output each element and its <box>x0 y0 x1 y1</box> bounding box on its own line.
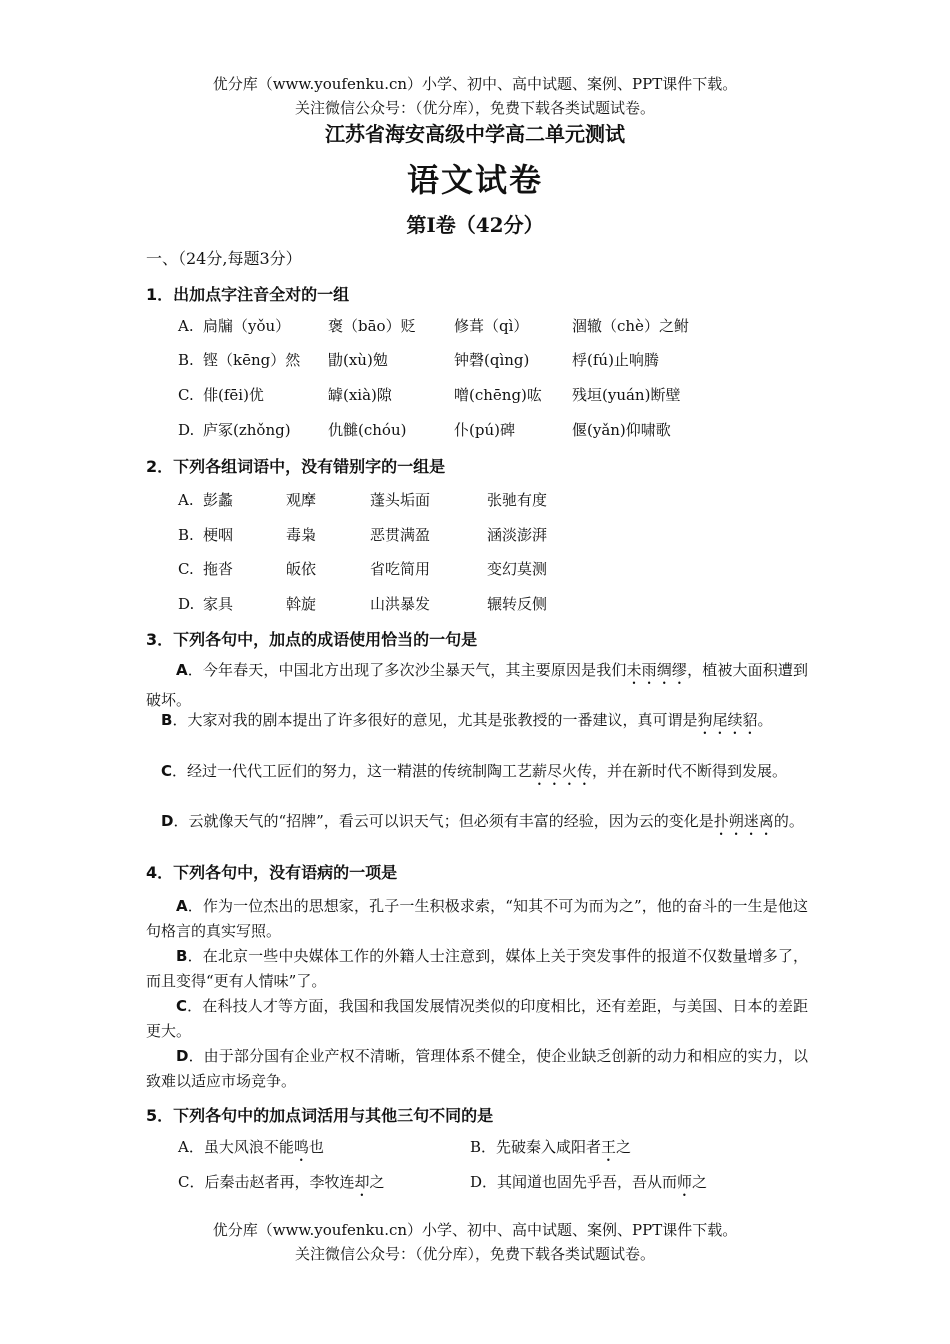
option-item: 观摩 <box>286 491 317 509</box>
option-text: ，植被大面积遭到破坏。 <box>146 661 808 709</box>
option-item: 噌(chēng)吰 <box>454 386 542 404</box>
q5-title: 5．下列各句中的加点词活用与其他三句不同的是 <box>146 1106 494 1125</box>
option-item: 罅(xià)隙 <box>328 386 392 404</box>
option-item: 斡旋 <box>286 595 317 613</box>
option-item: 涸辙（chè）之鲋 <box>572 317 689 335</box>
option-item: 仇雠(chóu) <box>328 421 407 439</box>
option-text: 的。 <box>773 812 804 830</box>
dotted-idiom: 未雨绸缪 <box>626 661 688 679</box>
option-item: 勖(xù)勉 <box>328 351 388 369</box>
q2-title: 2．下列各组词语中，没有错别字的一组是 <box>146 457 446 476</box>
part-title: 第Ⅰ卷（42分） <box>406 213 544 237</box>
option-letter: D. <box>178 595 195 613</box>
option-item: 皈依 <box>286 560 317 578</box>
option-letter: B. <box>178 526 194 544</box>
option-text: ．大家对我的剧本提出了许多很好的意见，尤其是张教授的一番建议，真可谓是 <box>172 711 698 729</box>
option-letter: C <box>161 762 173 780</box>
option-text: ．在北京一些中央媒体工作的外籍人士注意到，媒体上关于突发事件的报道不仅数量增多了，而且变得“更有人情味”了。 <box>146 947 808 990</box>
section-heading: 一、（24分,每题3分） <box>146 249 302 268</box>
option-item: 省吃简用 <box>370 560 431 578</box>
option-item: 家具 <box>203 595 234 613</box>
header-line-1: 优分库（www.youfenku.cn）小学、初中、高中试题、案例、PPT课件下载。 <box>212 75 738 93</box>
header-line-2: 关注微信公众号：（优分库），免费下载各类试题试卷。 <box>294 99 655 117</box>
dotted-idiom: 狗尾续貂 <box>697 711 758 729</box>
q5-option-a <box>178 1135 324 1165</box>
q1-title: 1．出加点字注音全对的一组 <box>146 285 350 304</box>
option-letter: C. <box>178 386 194 404</box>
option-letter: C <box>176 997 188 1015</box>
option-text: ．作为一位杰出的思想家，孔子一生积极求索，“知其不可为而为之”，他的奋斗的一生是他这句格言的真实写照。 <box>146 897 808 940</box>
option-letter: A <box>176 897 188 915</box>
school-title: 江苏省海安高级中学高二单元测试 <box>325 122 625 146</box>
option-letter: A. <box>178 317 194 335</box>
footer-line-1: 优分库（www.youfenku.cn）小学、初中、高中试题、案例、PPT课件下载。 <box>212 1221 738 1239</box>
subject-title: 语文试卷 <box>406 161 543 199</box>
q4-title: 4．下列各句中，没有语病的一项是 <box>146 863 398 882</box>
option-text: ，并在新时代不断得到发展。 <box>592 762 788 780</box>
option-text: D．其闻道也固先乎吾，吾从而 <box>470 1173 678 1191</box>
option-letter: A <box>176 661 188 679</box>
option-item: 涵淡澎湃 <box>487 526 548 544</box>
option-item: 恶贯满盈 <box>370 526 431 544</box>
option-item: 仆(pú)碑 <box>454 421 515 439</box>
option-text: A．虽大风浪不能 <box>178 1138 294 1156</box>
q3-option-d <box>146 809 808 839</box>
option-item: 修葺（qì） <box>454 317 529 335</box>
option-text: ．由于部分国有企业产权不清晰，管理体系不健全，使企业缺乏创新的动力和相应的实力，以致难以适应市场竞争。 <box>146 1047 808 1090</box>
option-item: 张驰有度 <box>487 491 548 509</box>
option-item: 残垣(yuán)断壁 <box>572 386 681 404</box>
option-item: 庐冢(zhǒng) <box>203 421 291 439</box>
dotted-word: 师 <box>677 1173 693 1191</box>
option-item: 铿（kēng）然 <box>203 351 301 369</box>
option-item: 毒枭 <box>286 526 317 544</box>
option-item: 拖沓 <box>203 560 234 578</box>
q3-option-a <box>146 658 808 713</box>
dotted-word: 鸣 <box>293 1138 309 1156</box>
option-item: 桴(fú)止响腾 <box>572 351 659 369</box>
option-letter: B. <box>178 351 194 369</box>
q5-option-d <box>470 1170 707 1200</box>
option-letter: C. <box>178 560 194 578</box>
option-text: ．云就像天气的“招牌”，看云可以识天气；但必须有丰富的经验，因为云的变化是 <box>173 812 714 830</box>
option-letter: A. <box>178 491 194 509</box>
dotted-idiom: 薪尽火传 <box>532 762 593 780</box>
q4-option-c <box>146 994 808 1044</box>
option-item: 扃牖（yǒu） <box>203 317 291 335</box>
dotted-idiom: 扑朔迷离 <box>713 812 774 830</box>
option-text: ．经过一代代工匠们的努力，这一精湛的传统制陶工艺 <box>172 762 533 780</box>
option-text: 之 <box>369 1173 385 1191</box>
option-item: 梗咽 <box>203 526 234 544</box>
option-text: 也 <box>308 1138 324 1156</box>
q5-option-c <box>178 1170 385 1200</box>
option-item: 俳(fēi)优 <box>203 386 264 404</box>
footer-line-2: 关注微信公众号：（优分库），免费下载各类试题试卷。 <box>294 1245 655 1263</box>
q4-option-b <box>146 944 808 994</box>
q3-option-c <box>146 759 808 789</box>
option-text: C．后秦击赵者再，李牧连 <box>178 1173 355 1191</box>
option-item: 钟磬(qìng) <box>454 351 530 369</box>
option-letter: B <box>161 711 173 729</box>
option-item: 偃(yǎn)仰啸歌 <box>572 421 671 439</box>
option-item: 山洪暴发 <box>370 595 431 613</box>
option-text: 之 <box>616 1138 632 1156</box>
dotted-word: 王 <box>601 1138 617 1156</box>
option-text: 之 <box>692 1173 708 1191</box>
q4-option-a <box>146 894 808 944</box>
option-text: B．先破秦入咸阳者 <box>470 1138 602 1156</box>
dotted-word: 却 <box>354 1173 370 1191</box>
option-text: 。 <box>757 711 773 729</box>
option-letter: D <box>176 1047 189 1065</box>
option-item: 变幻莫测 <box>487 560 548 578</box>
q3-option-b <box>146 708 808 738</box>
q5-option-b <box>470 1135 631 1165</box>
option-letter: D <box>161 812 174 830</box>
option-item: 褒（bāo）贬 <box>328 317 416 335</box>
option-item: 蓬头垢面 <box>370 491 431 509</box>
option-item: 辗转反侧 <box>487 595 548 613</box>
option-letter: D. <box>178 421 195 439</box>
option-item: 彭蠡 <box>203 491 234 509</box>
option-text: ．在科技人才等方面，我国和我国发展情况类似的印度相比，还有差距，与美国、日本的差距更大。 <box>146 997 808 1040</box>
option-text: ．今年春天，中国北方出现了多次沙尘暴天气，其主要原因是我们 <box>187 661 627 679</box>
q4-option-d <box>146 1044 808 1094</box>
q3-title: 3．下列各句中，加点的成语使用恰当的一句是 <box>146 630 478 649</box>
option-letter: B <box>176 947 188 965</box>
